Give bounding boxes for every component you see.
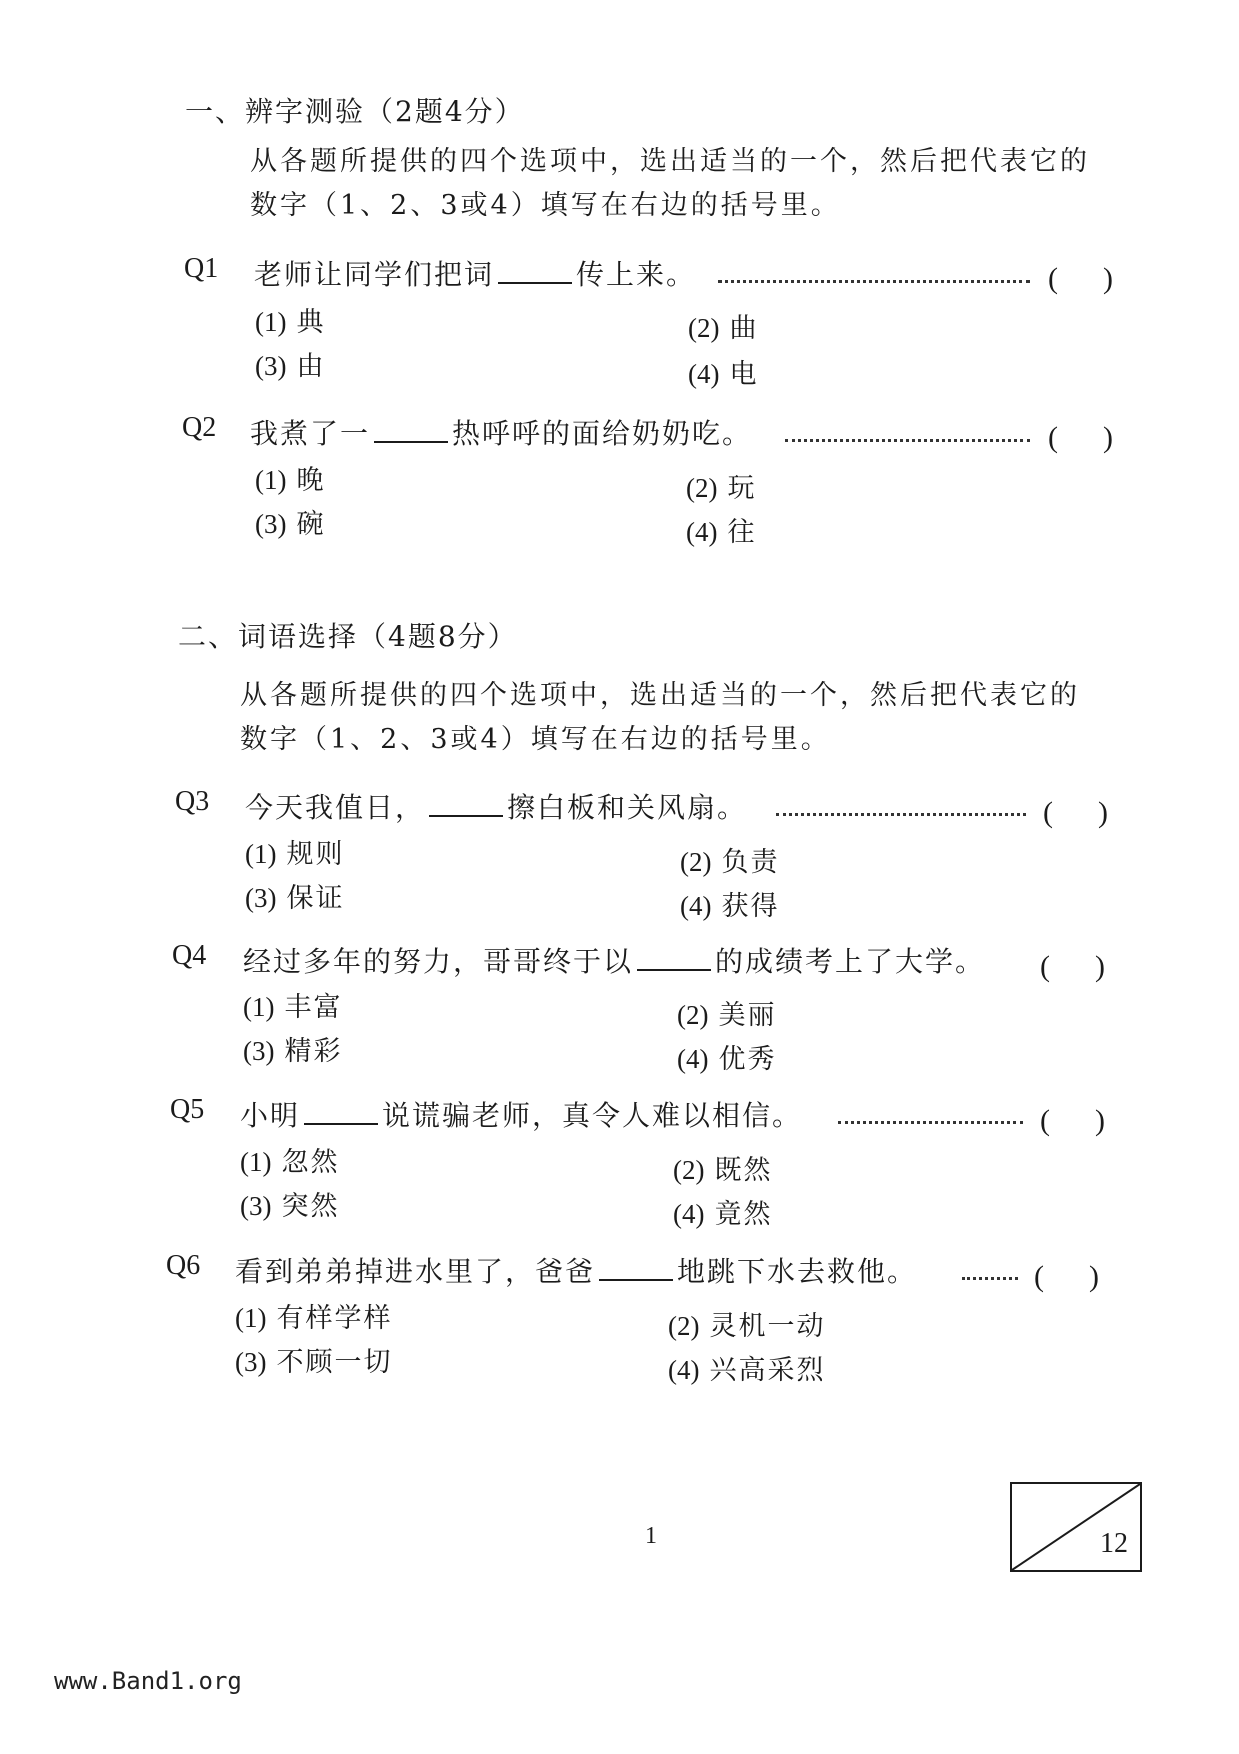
dotted-leader — [838, 1121, 1023, 1124]
answer-blank — [429, 789, 503, 817]
option-2: (2) 负责 — [680, 847, 780, 878]
option-3: (3) 由 — [255, 351, 326, 382]
option-1: (1) 典 — [255, 307, 326, 338]
stem-text: 擦白板和关风扇。 — [507, 791, 748, 824]
stem-text: 传上来。 — [576, 258, 697, 291]
answer-parentheses[interactable]: ( ) — [1048, 262, 1113, 295]
section-2-title: 二、词语选择（4题8分） — [178, 620, 518, 653]
option-2: (2) 曲 — [688, 313, 759, 344]
option-1: (1) 有样学样 — [235, 1303, 393, 1334]
option-3: (3) 不顾一切 — [235, 1347, 393, 1378]
section-1-instruction-line2: 数字（1、2、3或4）填写在右边的括号里。 — [250, 190, 841, 221]
question-stem — [235, 1250, 917, 1290]
section-1-instruction-line1: 从各题所提供的四个选项中，选出适当的一个，然后把代表它的 — [250, 146, 1090, 177]
stem-text: 经过多年的努力，哥哥终于以 — [243, 945, 634, 978]
option-4: (4) 竟然 — [673, 1199, 773, 1230]
question-number: Q5 — [170, 1094, 205, 1125]
question-stem — [240, 1094, 802, 1134]
stem-text: 我煮了一 — [250, 417, 371, 450]
option-1: (1) 忽然 — [240, 1147, 340, 1178]
option-1: (1) 丰富 — [243, 992, 343, 1023]
answer-blank — [637, 943, 711, 971]
answer-blank — [498, 256, 572, 284]
option-3: (3) 碗 — [255, 509, 326, 540]
answer-parentheses[interactable]: ( ) — [1043, 796, 1108, 829]
option-4: (4) 往 — [686, 517, 757, 548]
question-number: Q6 — [166, 1250, 201, 1281]
answer-parentheses[interactable]: ( ) — [1040, 1104, 1105, 1137]
question-number: Q4 — [172, 940, 207, 971]
option-3: (3) 突然 — [240, 1191, 340, 1222]
stem-text: 老师让同学们把词 — [254, 258, 495, 291]
option-4: (4) 兴高采烈 — [668, 1355, 826, 1386]
option-2: (2) 玩 — [686, 473, 757, 504]
score-total: 12 — [1100, 1528, 1128, 1559]
option-1: (1) 规则 — [245, 839, 345, 870]
stem-text: 地跳下水去救他。 — [677, 1255, 918, 1288]
option-2: (2) 灵机一动 — [668, 1311, 826, 1342]
question-stem — [245, 786, 747, 826]
dotted-leader — [776, 813, 1026, 816]
stem-text: 今天我值日， — [245, 791, 426, 824]
option-4: (4) 优秀 — [677, 1044, 777, 1075]
watermark-url: www.Band1.org — [54, 1667, 242, 1695]
section-2-instruction-line1: 从各题所提供的四个选项中，选出适当的一个，然后把代表它的 — [240, 680, 1080, 711]
answer-blank — [599, 1253, 673, 1281]
dotted-leader — [962, 1277, 1018, 1280]
stem-text: 的成绩考上了大学。 — [715, 945, 986, 978]
option-2: (2) 既然 — [673, 1155, 773, 1186]
answer-blank — [374, 415, 448, 443]
stem-text: 说谎骗老师，真令人难以相信。 — [382, 1099, 803, 1132]
section-1-title: 一、辨字测验（2题4分） — [185, 95, 525, 128]
dotted-leader — [785, 439, 1030, 442]
option-1: (1) 晚 — [255, 465, 326, 496]
question-number: Q1 — [184, 253, 219, 284]
question-stem — [250, 412, 752, 452]
answer-parentheses[interactable]: ( ) — [1034, 1260, 1099, 1293]
score-box — [1010, 1482, 1142, 1572]
stem-text: 小明 — [240, 1099, 301, 1132]
dotted-leader — [718, 280, 1030, 283]
question-number: Q2 — [182, 412, 217, 443]
stem-text: 热呼呼的面给奶奶吃。 — [452, 417, 753, 450]
section-2-instruction-line2: 数字（1、2、3或4）填写在右边的括号里。 — [240, 724, 831, 755]
option-4: (4) 获得 — [680, 891, 780, 922]
answer-parentheses[interactable]: ( ) — [1040, 950, 1105, 983]
option-4: (4) 电 — [688, 359, 759, 390]
page-number: 1 — [645, 1523, 657, 1549]
question-stem — [254, 253, 696, 293]
stem-text: 看到弟弟掉进水里了，爸爸 — [235, 1255, 596, 1288]
option-3: (3) 保证 — [245, 883, 345, 914]
option-3: (3) 精彩 — [243, 1036, 343, 1067]
answer-parentheses[interactable]: ( ) — [1048, 421, 1113, 454]
question-number: Q3 — [175, 786, 210, 817]
question-stem — [243, 940, 985, 980]
option-2: (2) 美丽 — [677, 1000, 777, 1031]
answer-blank — [304, 1097, 378, 1125]
